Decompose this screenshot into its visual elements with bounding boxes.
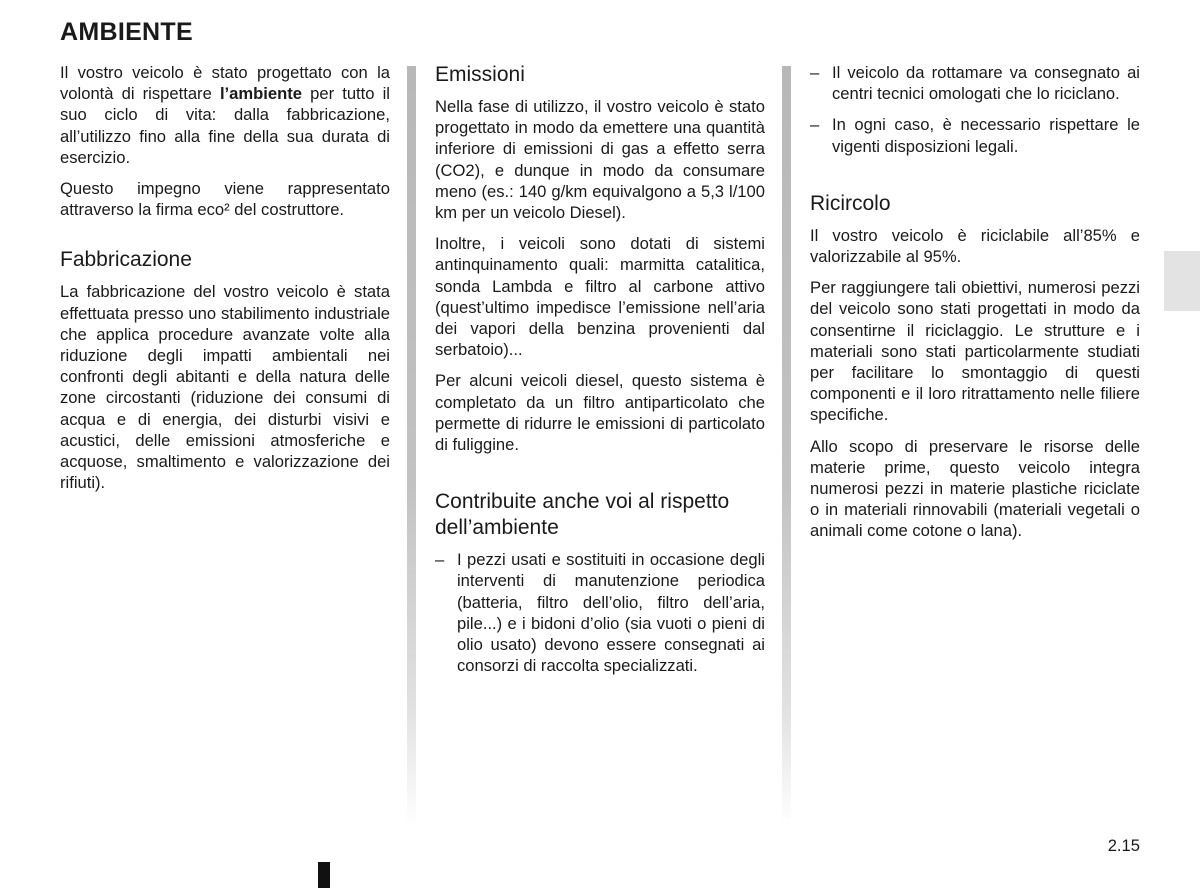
chapter-side-tab <box>1164 251 1200 311</box>
emissioni-paragraph-1: Nella fase di utilizzo, il vostro veicolo è stato progettato in modo da emettere una quantità inferiore di emissioni di gas a effetto serra (CO2), e dunque in modo da consumare meno (es.: 140 g/km equivalgono a 5,3 l/100 km per un veicolo Diesel). <box>435 97 765 223</box>
contribuite-list <box>435 549 765 676</box>
heading-ricircolo: Ricircolo <box>810 191 891 215</box>
column-left <box>60 62 390 503</box>
riciclo-paragraph-1: Il vostro veicolo è riciclabile all’85% e valorizzabile al 95%. <box>810 225 1140 267</box>
heading-emissioni: Emissioni <box>435 63 525 86</box>
emissioni-paragraph-3: Per alcuni veicoli diesel, questo sistema è completato da un filtro antiparticolato che permette di ridurre le emissioni di particolato di fuliggine. <box>435 371 765 455</box>
riciclo-paragraph-2: Per raggiungere tali obiettivi, numerosi pezzi del veicolo sono stati progettati in modo da consentirne il riciclaggio. Le strutture e i materiali sono stati particolarmente studiati per facilitare lo smontaggio di questi componenti e il loro ritrattamento nelle filiere specifiche. <box>810 278 1140 425</box>
heading-contribuite: Contribuite anche voi al rispetto dell’ambiente <box>435 490 730 540</box>
emissioni-paragraph-2: Inoltre, i veicoli sono dotati di sistemi antinquinamento quali: marmitta catalitica, sonda Lambda e filtro al carbone attivo (quest’ultimo impedisce l’emissione nell’aria dei vapori della benzina provenienti dal serbatoio)... <box>435 234 765 360</box>
page-title: AMBIENTE <box>60 18 193 46</box>
intro-paragraph-2: Questo impegno viene rappresentato attraverso la firma eco² del costruttore. <box>60 179 390 220</box>
contribuite-list-continued <box>810 62 1140 157</box>
column-divider-right <box>782 66 791 826</box>
list-item: – Il veicolo da rottamare va consegnato ai centri tecnici omologati che lo riciclano. <box>810 63 1140 104</box>
fabbricazione-paragraph-1: La fabbricazione del vostro veicolo è stata effettuata presso uno stabilimento industriale che applica procedure avanzate volte alla riduzione degli impatti ambientali nei confronti degli abitanti e della natura delle zone circostanti (riduzione dei consumi di acqua e di energia, dei disturbi visivi e acustici, delle emissioni atmosferiche e acquose, smaltimento e valorizzazione dei rifiuti). <box>60 282 390 493</box>
riciclo-paragraph-3: Allo scopo di preservare le risorse delle materie prime, questo veicolo integra numerosi pezzi in materie plastiche riciclate o in materiali rinnovabili (materiali vegetali o animali come cotone o lana). <box>810 436 1140 541</box>
heading-fabbricazione: Fabbricazione <box>60 248 192 272</box>
list-item: – In ogni caso, è necessario rispettare le vigenti disposizioni legali. <box>810 115 1140 156</box>
column-divider-left <box>407 66 416 826</box>
page-number: 2.15 <box>1107 836 1140 855</box>
column-right <box>810 62 1140 552</box>
column-middle <box>435 62 765 686</box>
crop-mark <box>318 862 330 888</box>
list-item: – I pezzi usati e sostituiti in occasione degli interventi di manutenzione periodica (batteria, filtro dell’olio, filtro dell’aria, pile...) e i bidoni d’olio (sia vuoti o pieni di olio usato) devono essere consegnati ai consorzi di raccolta specializzati. <box>435 550 765 676</box>
intro-bold-ambiente: l’ambiente <box>219 84 303 104</box>
intro-paragraph-1: Il vostro veicolo è stato progettato con la volontà di rispettare l’ambiente per tutto il suo ciclo di vita: dalla fabbricazione, all’utilizzo fino alla fine della sua durata di esercizio. <box>60 63 390 167</box>
